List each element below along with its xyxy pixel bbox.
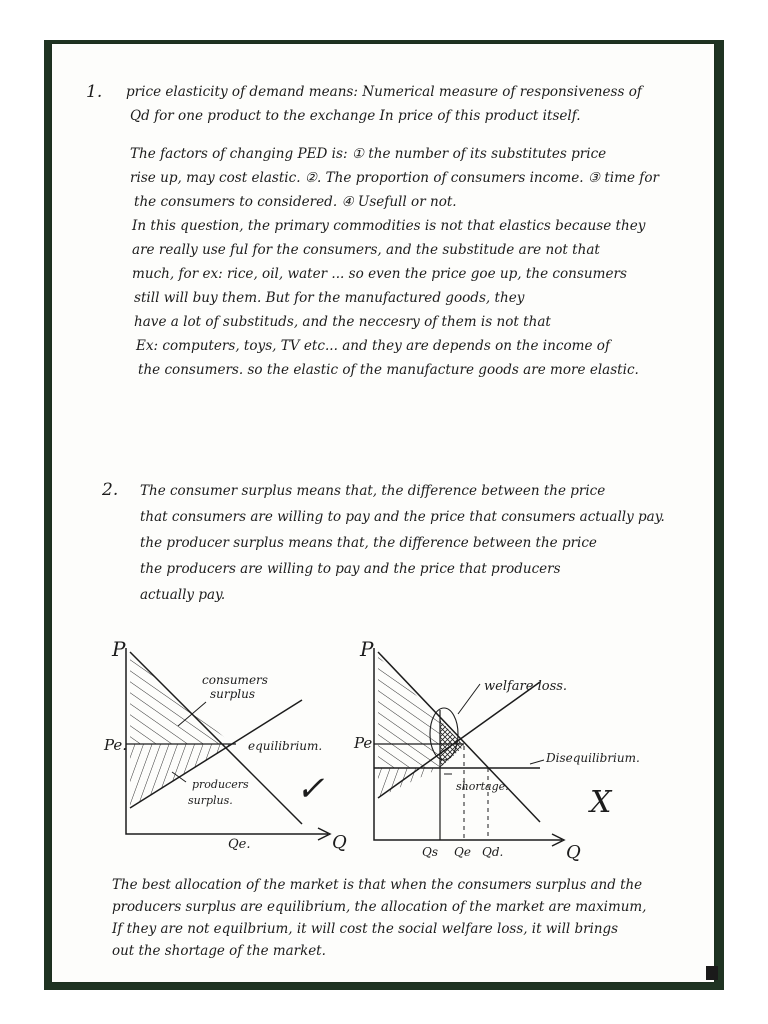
surplus-diagrams (60, 622, 700, 872)
question-1-number: 1. (86, 82, 103, 102)
q1-line: The factors of changing PED is: ① the number of its substitutes price (130, 146, 607, 162)
d1-consumer-label-1: consumers (202, 673, 268, 687)
d2-price-label: Pe (354, 734, 373, 752)
q1-line: Ex: computers, toys, TV etc... and they are depends on the income of (136, 338, 610, 354)
d2-disequilibrium-label: Disequilibrium. (546, 751, 640, 765)
question-1-answer (108, 80, 708, 382)
q2-line: that consumers are willing to pay and the price that consumers actually pay. (140, 509, 665, 525)
d1-equilibrium-label: equilibrium. (248, 739, 323, 753)
q1-line: In this question, the primary commodities is not that elastics because they (132, 218, 646, 234)
q2-line: The consumer surplus means that, the difference between the price (140, 483, 606, 499)
d1-producer-label-2: surplus. (188, 794, 233, 807)
d2-qd-label: Qd. (482, 845, 504, 859)
d1-y-axis-label: P (112, 637, 126, 661)
conclusion-paragraph (112, 874, 712, 962)
q1-line: have a lot of substituds, and the neccesry of them is not that (134, 314, 551, 330)
q1-line: still will buy them. But for the manufactured goods, they (134, 290, 525, 306)
conclusion-line: If they are not equilbrium, it will cost the social welfare loss, it will brings (112, 921, 619, 937)
d2-qe-label: Qe (454, 845, 471, 859)
q1-line: Qd for one product to the exchange In price of this product itself. (130, 108, 581, 124)
conclusion-line: out the shortage of the market. (112, 943, 326, 959)
q1-line: are really use ful for the consumers, and the substitude are not that (132, 242, 600, 258)
q1-line: the consumers to considered. ④ Usefull or not. (134, 194, 457, 210)
q2-line: the producer surplus means that, the difference between the price (140, 535, 597, 551)
q1-line: much, for ex: rice, oil, water ... so even the price goe up, the consumers (132, 266, 627, 282)
d2-welfare-pointer (458, 684, 480, 714)
question-2-number: 2. (102, 480, 119, 500)
d2-shortage-label: shortage. (456, 780, 509, 793)
d2-cross-mark-icon: X (590, 785, 612, 820)
d1-price-label: Pe. (104, 736, 128, 754)
diagrams-svg (60, 622, 700, 872)
diagram-2 (353, 637, 640, 863)
d1-consumer-label-2: surplus (210, 687, 256, 701)
q1-line: the consumers. so the elastic of the manufacture goods are more elastic. (138, 362, 639, 378)
conclusion-line: producers surplus are equilibrium, the allocation of the market are maximum, (112, 899, 647, 915)
question-2-answer (140, 478, 710, 608)
d1-check-mark-icon: ✓ (296, 769, 325, 809)
d1-x-axis-label: Q (332, 832, 347, 853)
q1-line: price elasticity of demand means: Numerical measure of responsiveness of (126, 84, 642, 100)
d1-producer-label-1: producers (192, 778, 249, 791)
conclusion-line: The best allocation of the market is that when the consumers surplus and the (112, 877, 643, 893)
d2-consumer-surplus-area (378, 656, 440, 768)
q2-line: actually pay. (140, 587, 226, 603)
q1-line: rise up, may cost elastic. ②. The proportion of consumers income. ③ time for (130, 170, 659, 186)
d2-qs-label: Qs (422, 845, 438, 859)
diagram-1 (103, 637, 347, 853)
d2-producer-surplus-area (378, 768, 440, 798)
d2-welfare-label: welfare loss. (484, 679, 568, 694)
binder-clip (706, 966, 718, 980)
d2-y-axis-label: P (360, 637, 374, 661)
d2-disequilibrium-pointer (530, 760, 544, 764)
d2-x-axis-label: Q (566, 842, 581, 863)
d1-quantity-label: Qe. (228, 837, 251, 852)
q2-line: the producers are willing to pay and the price that producers (140, 561, 561, 577)
